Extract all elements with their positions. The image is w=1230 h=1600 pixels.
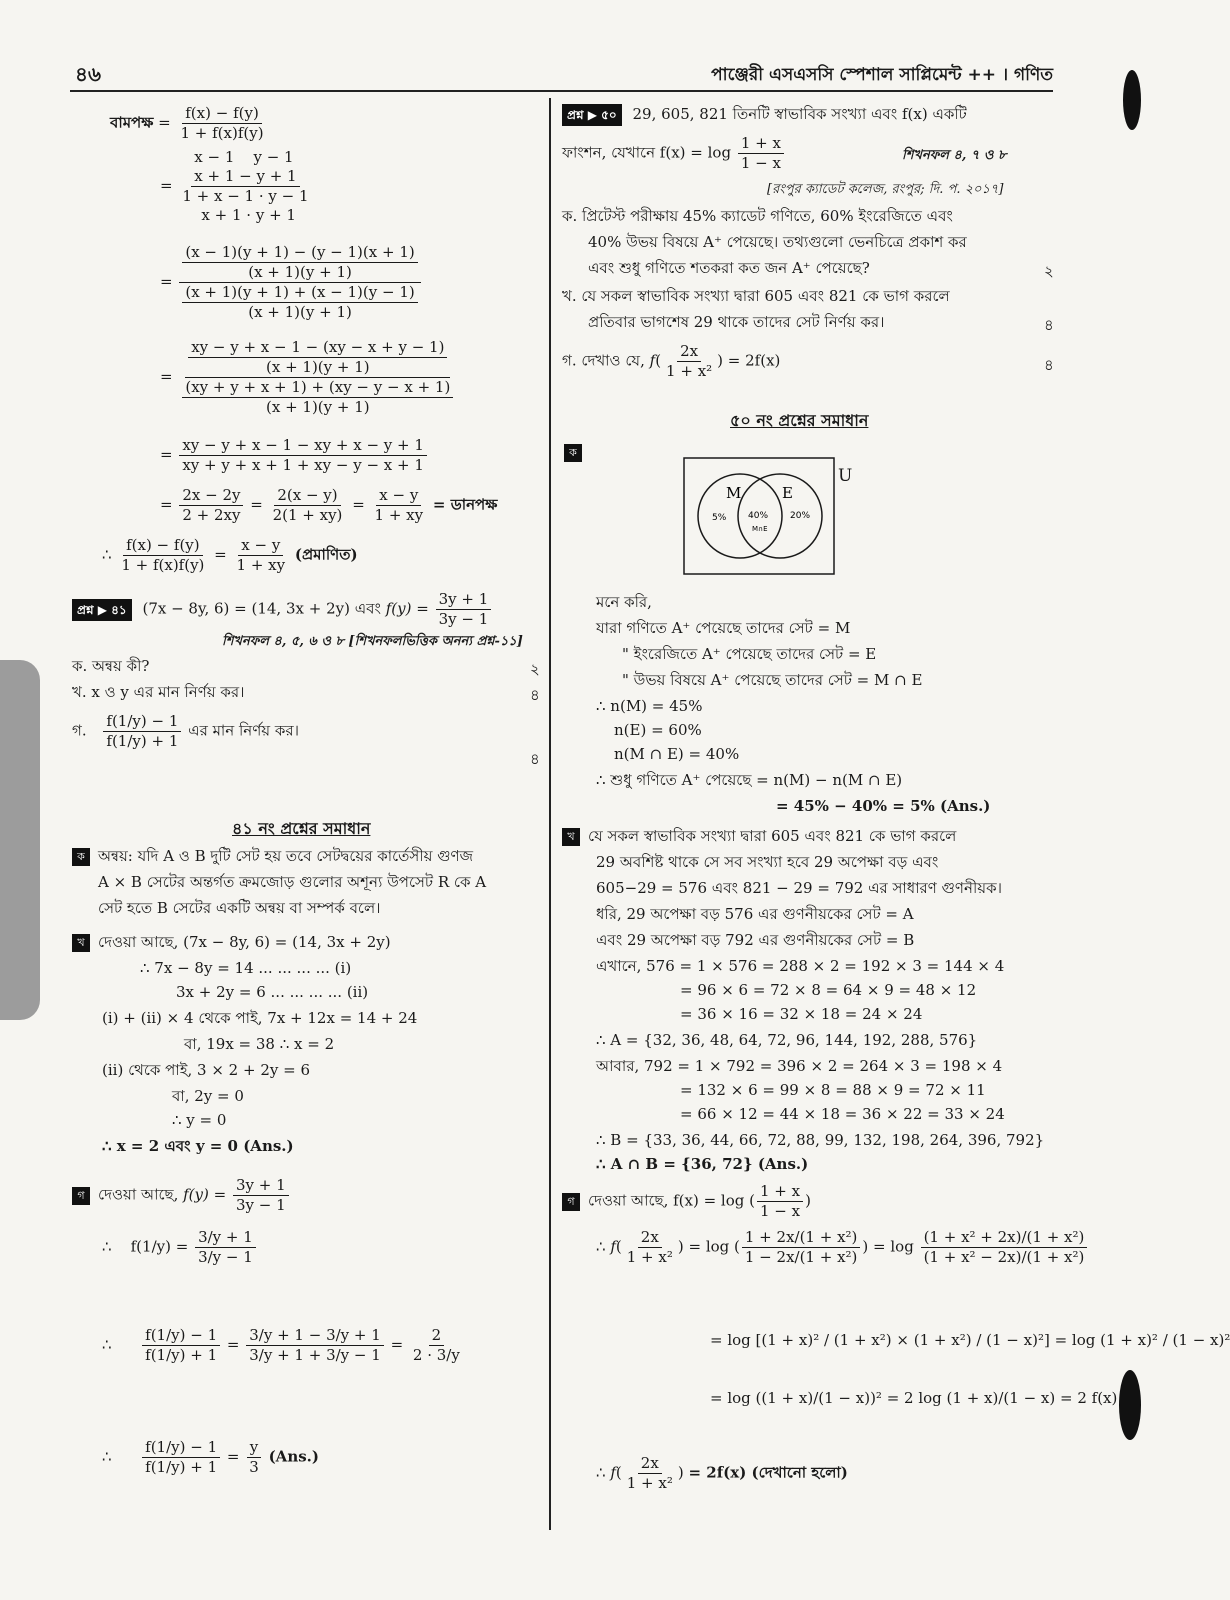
page-number: ৪৬	[75, 62, 101, 86]
solution-41-kha-5: বা, 19x = 38 ∴ x = 2	[184, 1035, 335, 1053]
proof-line-3: = $\frac{\frac{(x - 1)(y + 1) - (y - 1)(x + 1)}{(x + 1)(y + 1)}}{\frac{(x + 1)(y + 1) + (x - 1)(y - 1)}{(x + 1)(y + 1)}}$	[160, 243, 423, 322]
side-thumb-tab	[0, 660, 40, 1020]
column-divider	[549, 98, 551, 1530]
mark: ৪	[1044, 316, 1054, 334]
question-50-stem-2: ফাংশন, যেখানে f(x) = log $\frac{1 + x}{1 - x}$	[562, 134, 786, 173]
venn-only-e: 20%	[790, 511, 811, 521]
solution-50-ka-2: যারা গণিতে A⁺ পেয়েছে তাদের সেট = M	[596, 619, 851, 637]
solution-50-kha-12: = 66 × 12 = 44 × 18 = 36 × 22 = 33 × 24	[680, 1105, 1005, 1123]
solution-50-kha-4: ধরি, 29 অপেক্ষা বড় 576 এর গুণনীয়কের সেট = A	[596, 905, 914, 923]
page-header	[70, 56, 1053, 92]
solution-41-ga-3: ∴ $\frac{f(1/y) - 1}{f(1/y) + 1}$ = $\frac{3/y + 1 - 3/y + 1}{3/y + 1 + 3/y - 1}$ = $\frac{2}{2 \cdot 3/y}$	[102, 1326, 460, 1364]
question-50-stem-1: প্রশ্ন ▶ ৫০ 29, 605, 821 তিনটি স্বাভাবিক সংখ্যা এবং f(x) একটি	[562, 104, 967, 126]
question-50-ka-3: এবং শুধু গণিতে শতকরা কত জন A⁺ পেয়েছে?	[588, 259, 870, 277]
solution-50-ka-9: = 45% − 40% = 5% (Ans.)	[776, 797, 991, 815]
part-ka-badge: ক	[72, 848, 90, 866]
solution-50-kha-1: খ যে সকল স্বাভাবিক সংখ্যা দ্বারা 605 এবং 821 কে ভাগ করলে	[562, 826, 956, 846]
solution-50-kha-8: = 36 × 16 = 32 × 18 = 24 × 24	[680, 1005, 923, 1023]
solution-50-heading: ৫০ নং প্রশ্নের সমাধান	[730, 411, 869, 430]
solution-50-kha-5: এবং 29 অপেক্ষা বড় 792 এর গুণনীয়কের সেট = B	[596, 931, 915, 949]
right-edge-mark-lower	[1119, 1370, 1141, 1440]
solution-50-ka-5: ∴ n(M) = 45%	[596, 697, 703, 715]
proof-line-5: = $\frac{xy - y + x - 1 - xy + x - y + 1}{xy + y + x + 1 + xy - y - x + 1}$	[160, 436, 429, 475]
solution-41-ga-2: ∴ f(1/y) = $\frac{3/y + 1}{3/y - 1}$	[102, 1228, 258, 1267]
venn-diagram	[682, 456, 862, 596]
solution-50-ka-8: ∴ শুধু গণিতে A⁺ পেয়েছে = n(M) − n(M ∩ E)	[596, 771, 903, 789]
book-title: পাঞ্জেরী এসএসসি স্পেশাল সাপ্লিমেন্ট ++ । গণিত	[711, 65, 1053, 85]
solution-50-ga-4: = log ((1 + x)/(1 − x))² = 2 log (1 + x)/(1 − x) = 2 f(x)	[710, 1389, 1118, 1407]
solution-41-kha-3: 3x + 2y = 6 ... ... ... ... (ii)	[176, 983, 369, 1001]
part-ga-badge: গ	[562, 1193, 580, 1211]
part-ga-badge: গ	[72, 1187, 90, 1205]
question-number-tag: প্রশ্ন ▶ ৫০	[562, 104, 622, 126]
question-50-learning-outcome: শিখনফল ৪, ৭ ও ৮	[902, 148, 1007, 163]
solution-41-ka-3: সেট হতে B সেটের একটি অন্বয় বা সম্পর্ক বলে।	[98, 899, 381, 917]
solution-50-ka-1: মনে করি,	[596, 593, 652, 611]
mark: ৪	[530, 750, 540, 768]
solution-41-kha-6: (ii) থেকে পাই, 3 × 2 + 2y = 6	[102, 1061, 310, 1079]
question-50-ka-1: ক. প্রিটেস্ট পরীক্ষায় 45% ক্যাডেট গণিতে, 60% ইংরেজিতে এবং	[562, 207, 953, 225]
solution-50-kha-10: আবার, 792 = 1 × 792 = 396 × 2 = 264 × 3 = 198 × 4	[596, 1057, 1003, 1075]
solution-41-kha-2: ∴ 7x − 8y = 14 ... ... ... ... (i)	[140, 959, 352, 977]
proof-line-1: বামপক্ষ = $\frac{f(x) - f(y)}{1 + f(x)f(y)}$	[110, 104, 264, 142]
solution-50-kha-11: = 132 × 6 = 99 × 8 = 88 × 9 = 72 × 11	[680, 1081, 986, 1099]
solution-50-ka-7: n(M ∩ E) = 40%	[614, 745, 740, 763]
solution-50-ga-3: = log [(1 + x)² / (1 + x²) × (1 + x²) / (1 − x)²] = log (1 + x)² / (1 − x)²	[710, 1331, 1230, 1349]
solution-50-kha-2: 29 অবশিষ্ট থাকে সে সব সংখ্যা হবে 29 অপেক্ষা বড় এবং	[596, 853, 939, 871]
question-41-source: শিখনফল ৪, ৫, ৬ ও ৮ [শিখনফলভিত্তিক অনন্য প্রশ্ন-১১]	[222, 634, 523, 649]
venn-label-m: M	[726, 484, 742, 502]
part-kha-badge: খ	[72, 934, 90, 952]
solution-41-ka-1: ক অন্বয়: যদি A ও B দুটি সেট হয় তবে সেটদ্বয়ের কার্তেসীয় গুণজ	[72, 846, 473, 866]
question-41-stem: প্রশ্ন ▶ ৪১ (7x − 8y, 6) = (14, 3x + 2y) এবং f(y) = $\frac{3y + 1}{3y - 1}$	[72, 590, 493, 629]
solution-50-ka-3: " ইংরেজিতে A⁺ পেয়েছে তাদের সেট = E	[622, 645, 877, 663]
question-50-kha-2: প্রতিবার ভাগশেষ 29 থাকে তাদের সেট নির্ণয় কর।	[588, 313, 885, 331]
question-41-kha: খ. x ও y এর মান নির্ণয় কর।	[72, 683, 245, 701]
solution-41-kha-9: ∴ x = 2 এবং y = 0 (Ans.)	[102, 1137, 294, 1155]
solution-50-ka-4: " উভয় বিষয়ে A⁺ পেয়েছে তাদের সেট = M ∩ E	[622, 671, 923, 689]
solution-50-ga-1: গ দেওয়া আছে, f(x) = log ( $\frac{1 + x}{1 - x}$ )	[562, 1182, 811, 1221]
solution-50-kha-14: ∴ A ∩ B = {36, 72} (Ans.)	[596, 1155, 809, 1173]
venn-only-m: 5%	[712, 513, 727, 523]
solution-41-kha-7: বা, 2y = 0	[172, 1087, 244, 1105]
proof-line-2: = x − 1 y − 1 x + 1 − y + 1 1 + x − 1 · y − 1 x + 1 · y + 1	[160, 148, 309, 224]
question-41-ga: গ. $\frac{f(1/y) - 1}{f(1/y) + 1}$ এর মান নির্ণয় কর।	[72, 712, 300, 750]
proof-line-6: = $\frac{2x - 2y}{2 + 2xy}$ = $\frac{2(x - y)}{2(1 + xy)}$ = $\frac{x - y}{1 + xy}$ = ডানপক্ষ	[160, 486, 498, 524]
mark: ৪	[530, 686, 540, 704]
question-50-kha-1: খ. যে সকল স্বাভাবিক সংখ্যা দ্বারা 605 এবং 821 কে ভাগ করলে	[562, 287, 950, 305]
solution-50-kha-6: এখানে, 576 = 1 × 576 = 288 × 2 = 192 × 3 = 144 × 4	[596, 957, 1005, 975]
solution-50-kha-3: 605−29 = 576 এবং 821 − 29 = 792 এর সাধারণ গুণনীয়ক।	[596, 879, 1002, 897]
question-41-ka: ক. অন্বয় কী?	[72, 657, 150, 675]
solution-41-ga-1: গ দেওয়া আছে, f(y) = $\frac{3y + 1}{3y - 1}$	[72, 1176, 291, 1215]
proof-line-4: = $\frac{\frac{xy - y + x - 1 - (xy - x + y - 1)}{(x + 1)(y + 1)}}{\frac{(xy + y + x + 1) + (xy - y - x + 1)}{(x + 1)(y + 1)}}$	[160, 338, 458, 417]
part-ka-badge: ক	[564, 444, 582, 462]
solution-50-ka-6: n(E) = 60%	[614, 721, 702, 739]
venn-label-e: E	[782, 484, 793, 502]
proof-conclusion: ∴ $\frac{f(x) - f(y)}{1 + f(x)f(y)}$ = $\frac{x - y}{1 + xy}$ (প্রমাণিত)	[102, 536, 358, 574]
question-50-source: [রংপুর ক্যাডেট কলেজ, রংপুর; দি. প. ২০১৭]	[767, 182, 1004, 197]
part-kha-badge: খ	[562, 828, 580, 846]
solution-41-kha-1: খ দেওয়া আছে, (7x − 8y, 6) = (14, 3x + 2y)	[72, 932, 391, 952]
venn-both: 40%	[748, 511, 769, 521]
question-50-ga: গ. দেখাও যে, f( $\frac{2x}{\text{1 + x²}}$ ) = 2f(x)	[562, 342, 781, 380]
mark: ৪	[1044, 356, 1054, 374]
solution-41-heading: ৪১ নং প্রশ্নের সমাধান	[232, 819, 371, 838]
venn-universe-label: U	[838, 466, 853, 486]
question-number-tag: প্রশ্ন ▶ ৪১	[72, 599, 132, 621]
solution-50-kha-7: = 96 × 6 = 72 × 8 = 64 × 9 = 48 × 12	[680, 981, 977, 999]
solution-50-kha-13: ∴ B = {33, 36, 44, 66, 72, 88, 99, 132, 198, 264, 396, 792}	[596, 1131, 1045, 1149]
question-50-ka-2: 40% উভয় বিষয়ে A⁺ পেয়েছে। তথ্যগুলো ভেনচিত্রে প্রকাশ কর	[588, 233, 967, 251]
mark: ২	[530, 660, 540, 678]
solution-41-ka-2: A × B সেটের অন্তর্গত ক্রমজোড় গুলোর অশূন্য উপসেট R কে A	[98, 873, 487, 891]
mark: ২	[1044, 262, 1054, 280]
solution-50-kha-9: ∴ A = {32, 36, 48, 64, 72, 96, 144, 192, 288, 576}	[596, 1031, 978, 1049]
venn-intersection-label: M∩E	[752, 525, 768, 533]
right-edge-mark	[1123, 70, 1141, 130]
solution-50-ga-final: ∴ f( $\frac{2x}{\text{1 + x²}}$ ) = 2f(x) (দেখানো হলো)	[596, 1454, 848, 1492]
solution-50-ga-2: ∴ f( $\frac{2x}{\text{1 + x²}}$ ) = log ( $\frac{\text{1 + 2x/(1 + x²)}}{\text{1 − 2x/(1 + x²)}}$ ) = log $\frac{\text{(1 + x² + 2x)/(1 + x²)}}{\text{(1 + x² − 2x)/(1 + x²)}}$	[596, 1228, 1089, 1267]
solution-41-kha-4: (i) + (ii) × 4 থেকে পাই, 7x + 12x = 14 + 24	[102, 1009, 418, 1027]
solution-41-kha-8: ∴ y = 0	[172, 1111, 227, 1129]
solution-41-ga-4: ∴ $\frac{f(1/y) - 1}{f(1/y) + 1}$ = $\frac{y}{3}$ (Ans.)	[102, 1438, 319, 1476]
